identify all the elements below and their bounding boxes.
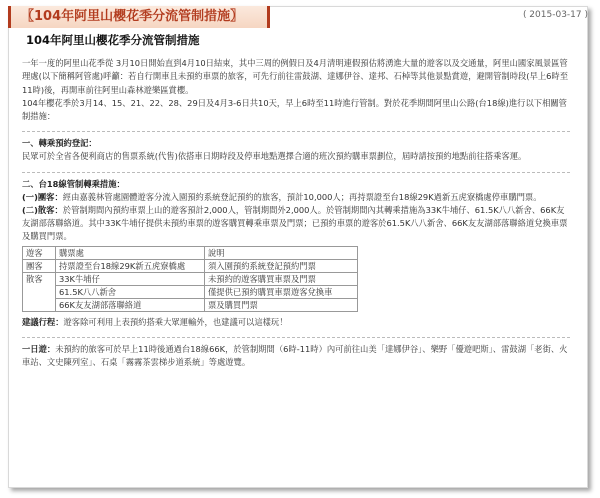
article-title-bar xyxy=(8,6,270,28)
ticket-table xyxy=(22,246,358,312)
divider xyxy=(22,131,570,132)
day-trip-text: 未預約的旅客可於早上11時後通過台18線66K，於管制期間（6時-11時）內可前往山美「達娜伊谷」、樂野「優遊吧斯」、雷鼓湖「老街、火車站、文史陳列室」、石桌「霧霧茶雲梯步道系統」等處遊覽。 xyxy=(22,343,568,368)
table-row: 散客 33K牛埔仔 未預約的遊客購買車票及門票 xyxy=(23,272,358,285)
post-date: ( 2015-03-17 ) xyxy=(522,10,588,20)
table-header-row: 遊客 購票處 說明 xyxy=(23,246,358,259)
suggestion-label: 建議行程： xyxy=(22,316,64,327)
suggestion-text: 遊客除可利用上表預約搭乘大眾運輸外，也建議可以這樣玩！ xyxy=(63,316,288,327)
individual-paragraph: (二)散客：於管制期間內預約車票上山的遊客預計2,000人，管制期間外2,000人。於管制期間內其轉乘措施為33K牛埔仔、61.5K八八新舍、66K友友湖部落聯絡道。其中33K牛埔仔提供未預約車票的遊客購買轉乘車票及門票；已預約車票的遊客於61.5K八八新舍、66K友友湖部落聯絡道兌換車票及購買門票。 xyxy=(22,205,568,242)
article-body xyxy=(22,30,570,369)
divider xyxy=(22,172,570,173)
divider xyxy=(22,337,570,338)
section-text: 民眾可於全省各便利商店的售票系統(代售)依搭車日期時段及停車地點選擇合適的班次預約購車票劃位，屆時請按預約地點前往搭乘客運。 xyxy=(22,151,527,162)
title-bracket-icon: 〖 xyxy=(21,9,35,24)
day-trip-block xyxy=(22,337,570,369)
table-row: 66K友友湖部落聯絡道 票及購買門票 xyxy=(23,298,358,311)
section-heading: 一、轉乘預約登記： xyxy=(22,138,97,149)
section-control xyxy=(22,172,570,312)
section-heading: 二、台18線管制轉乘措施： xyxy=(22,178,125,189)
section-transfer xyxy=(22,131,570,163)
table-row: 團客 持票證至台18線29K新五虎寮橋處 須入園預約系統登記預約門票 xyxy=(23,259,358,272)
schedule-paragraph: 104年櫻花季於3月14、15、21、22、28、29日及4月3-6日共10天，早上6時至11時進行管制。對於花季期間阿里山公路(台18線)進行以下相關管制措施： xyxy=(22,97,567,122)
title-bracket-icon: 〗 xyxy=(230,9,244,24)
suggestion-block xyxy=(22,316,570,329)
day-trip-label: 一日遊： xyxy=(22,343,56,354)
article-headline: 104年阿里山櫻花季分流管制措施 xyxy=(26,33,200,47)
article-title: 104年阿里山櫻花季分流管制措施 xyxy=(34,9,231,24)
table-row: 61.5K八八新舍 僅提供已預約購買車票遊客兌換車 xyxy=(23,285,358,298)
group-paragraph: (一)團客：經由嘉義林管處園體遊客分流入園預約系統登記預約的旅客，預計10,000人；再持票證至台18線29K過新五虎寮橋處停車購門票。 xyxy=(22,191,542,202)
intro-paragraph: 一年一度的阿里山花季從 3月10日開始直到4月10日結束，其中三周的例假日及4月清明連假預估將湧進大量的遊客以及交通量，阿里山國家風景區管理處(以下簡稱阿管處)呼籲：若自行開車且未預約車票的旅客，可先行前往雷鼓湖、達娜伊谷、達邦、石棹等其他景點賞遊，避開管制時段(早上6時至11時)後，再開車前往阿里山森林遊樂區賞櫻。 xyxy=(22,58,568,95)
